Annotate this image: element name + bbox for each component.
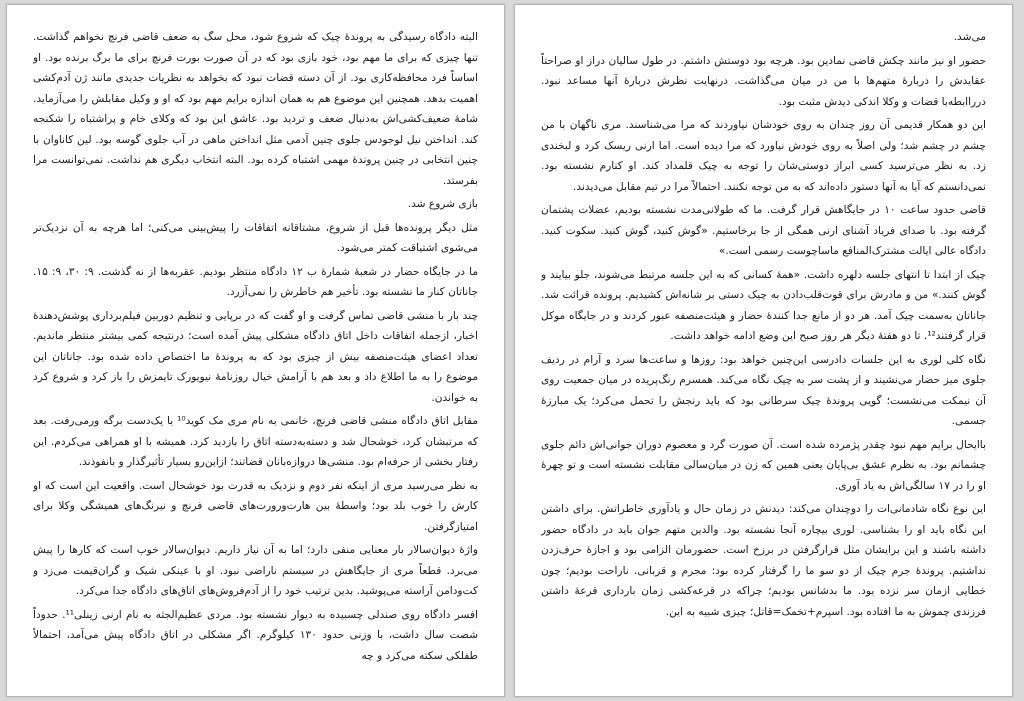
paragraph: بازی شروع شد. (407, 198, 478, 210)
paragraph: قاضی حدود ساعت ۱۰ در جایگاهش قرار گرفت. ما که طولانی‌مدت نشسته بودیم، عضلات پشتمان گرفته بود. با صدای فریاد آشنای ارنی همگی از جا برخاستیم. «گوش کنید، گوش کنید. سکوت کنید. دادگاه عالی ایالت مشترک‌المنافع ماساچوست رسمی است.» (541, 204, 986, 257)
paragraph: چند بار با منشی قاضی تماس گرفت و او گفت که در برپایی و تنظیم دوربین فیلم‌برداری پوشش‌دهندهٔ اخبار، ازجمله اتفاقات داخل اتاق دادگاه مشکلی پیش آمده است؛ درنتیجه کمی بیشتر منتظر ماندیم. تعداد اعضای هیئت‌منصفه بیش از چیزی بود که به پروندهٔ ما اختصاص داده شده بود. جاناتان این موضوع را به ما اطلاع داد و بعد هم با آرامش خیال روزنامهٔ نیویورک تایمزش را باز کرد و شروع کرد به خواندن. (33, 309, 478, 404)
paragraph: حضور او نیز مانند چکش قاضی نمادین بود. هرچه بود دوستش داشتم. در طول سالیان دراز او صراحتاً عقایدش را دربارهٔ متهم‌ها با من در میان می‌گذاشت. درنهایت نظرش دربارهٔ آنها مساعد نبود. درراابطه‌با قضات و وکلا اندکی دیدش مثبت بود. (541, 54, 986, 108)
paragraph: ما در جایگاه حضار در شعبهٔ شمارهٔ ب ۱۲ دادگاه منتظر بودیم. عقربه‌ها از نه گذشت. ۹: ۳۰، ۹: ۱۵. جاناتان کنار ما نشسته بود. تأخیر هم خاطرش را نمی‌آزرد. (33, 265, 478, 298)
paragraph: به نظر می‌رسید مری از اینکه نفر دوم و نزدیک به قدرت بود خوشحال است. واقعیت این است که او کارش را خوب بلد بود؛ واسطهٔ بین هارت‌ورورت‌های قاضی فرنچ و نیرنگ‌های همیشگی وکلا برای امتیازگرفتن. (33, 479, 478, 533)
paragraph: چیک از ابتدا تا انتهای جلسه دلهره داشت. «همهٔ کسانی که به این جلسه مرتبط می‌شوند، جلو بیایند و گوش کنند.» من و مادرش برای قوت‌قلب‌دادن به چیک دستی بر شانه‌اش کشیدیم. پرونده قرائت شد. جاناتان به‌سمت چیک آمد. هر دو از مانع جدا کنندهٔ حضار و هیئت‌منصفه عبور کردند و در جایگاه موکل قرار گرفتند¹². تا دو هفتهٔ دیگر هر روز صبح این وضع ادامه خواهد داشت. (541, 268, 986, 342)
paragraph: این نوع نگاه شادمانی‌ات را دوچندان می‌کند: دیدنش در زمان حال و یادآوری خاطراتش. برای داشتن این نگاه باید او را بشناسی. لوری بیچاره آنجا نشسته بود. والدین متهم جوان باید در دادگاه حضور داشته باشند و این برایشان مثل قرارگرفتن در برزخ است. حضورمان الزامی بود و اجازهٔ حرف‌زدن نداشتیم. پروندهٔ جرم چیک از دو سو ما را گرفتار کرده بود: مجرم و قربانی. ناراحت بودیم؛ چون خطایی ازمان سر نزده بود. ما بدشانس بودیم؛ چراکه در قرعه‌کشی زمان بارداری قرعهٔ داشتن فرزندی چموش به ما افتاده بود. اسپرم+تخمک=قاتل؛ چیزی شبیه به این. (541, 503, 986, 618)
paragraph: افسر دادگاه روی صندلی چسبیده به دیوار نشسته بود. مردی عظیم‌الجثه به نام ارنی زینلی¹¹. حدوداً شصت سال داشت، با وزنی حدود ۱۳۰ کیلوگرم. اگر مشکلی در اتاق دادگاه پیش می‌آمد، احتمالاً طفلکی سکته می‌کرد و چه (33, 608, 478, 662)
paragraph: البته دادگاه رسیدگی به پروندهٔ چیک که شروع شود، محل سگ به ضعف قاضی فرنچ نخواهم گذاشت. تنها چیزی که برای ما مهم بود، خود بازی بود که در آن صورت بورت فرنچ برای ما برگ برنده بود. او اساساً فرد محافظه‌کاری بود. از آن دسته قضات نبود که بخواهد به نظریات جدیدی مانند ژن آدم‌کشی اهمیت بدهد. همچنین این موضوع هم به همان اندازه برایم مهم بود که او و وکیل مقابلش را می‌آزماید. شامهٔ ضعیف‌کشی‌اش به‌دنبال ضعف و تردید بود. عاشق این بود که وکلای خام و پراشتباه را شکنجه کند. انداختن نیل لوجودس جلوی چنین آدمی مثل انداختن ماهی در آب جلوی گوسه بود. لین کاناوان با چنین انتخابی در چنین پروندهٔ مهمی اشتباه کرده بود. البته انتخاب دیگری هم نداشت. نمی‌توانست مرا بفرستد. (33, 31, 478, 187)
paragraph: واژهٔ دیوان‌سالار بار معنایی منفی دارد؛ اما به آن نیاز داریم. دیوان‌سالار خوب است که کارها را پیش می‌برد. قطعاً مری از جایگاهش در سیستم ناراضی نبود. او با عینکی شیک و گران‌قیمت می‌زد و کت‌ودامن آراسته می‌پوشید. بدین ترتیب خود را از آدم‌فروش‌های اتاق‌های دادگاه جدا می‌کرد. (33, 544, 478, 597)
paragraph: نگاه کلی لوری به این جلسات دادرسی این‌چنین خواهد بود: روزها و ساعت‌ها سرد و آرام در ردیف جلوی میز حضار می‌نشیند و از پشت سر به چیک نگاه می‌کند. همسرم رنگ‌پریده در میان جمعیت روی آن نیمکت می‌نشست؛ گویی پروندهٔ چیک سرطانی بود که باید رنجش را تحمل می‌کرد؛ یک مبارزهٔ جسمی. (541, 353, 986, 427)
document-page-right (514, 4, 1013, 697)
paragraph: این دو همکار قدیمی آن روز چندان به روی خودشان نیاوردند که مرا می‌شناسند. مری ناگهان با من چشم در چشم شد؛ ولی اصلاً به روی خودش نیاورد که مرا دیده است. اما ارنی ریسک کرد و لبخندی زد. به نظر می‌ترسید کسی ابراز دوستی‌شان را توجه به چیک قلمداد کند. او کنارم نشسته بود. نمی‌دانستم که آیا به آنها دستور داده‌اند که به من توجه نکنند. احتمالاً مرا در تیم مقابل می‌دیدند. (541, 119, 986, 193)
document-page-left (6, 4, 505, 697)
paragraph: می‌شد. (953, 31, 986, 43)
paragraph: مقابل اتاق دادگاه منشی قاضی فرنچ، خانمی به نام مری مک کوید¹⁰ با یک‌دست برگه ورمی‌رفت. بعد که مرتبشان کرد، خوشحال شد و دسته‌به‌دسته اتاق را بازدید کرد. همیشه با او همراهی می‌کردم. این رفتار بخشی از حرفه‌ام بود. منشی‌ها دروازه‌بانان قضاتند؛ ازاین‌رو بسیار تأثیرگذار و بانفوذند. (33, 415, 478, 468)
page-left-text (33, 27, 478, 674)
paragraph: مثل دیگر پرونده‌ها قبل از شروع، مشتاقانه اتفاقات را پیش‌بینی می‌کنی؛ اما هرچه به آن نزدیک‌تر می‌شوی اشتیاقت کمتر می‌شود. (33, 221, 478, 254)
page-right-text (541, 27, 986, 674)
paragraph: باایحال برایم مهم نبود چقدر پژمرده شده است. آن صورت گرد و معصوم دوران جوانی‌اش دائم جلوی چشمانم بود. به نظرم عشق بی‌پایان یعنی همین که زن در میان‌سالی مقابلت نشسته است و تو چهرهٔ او را در ۱۷ سالگی‌اش به یاد آوری. (541, 438, 986, 492)
